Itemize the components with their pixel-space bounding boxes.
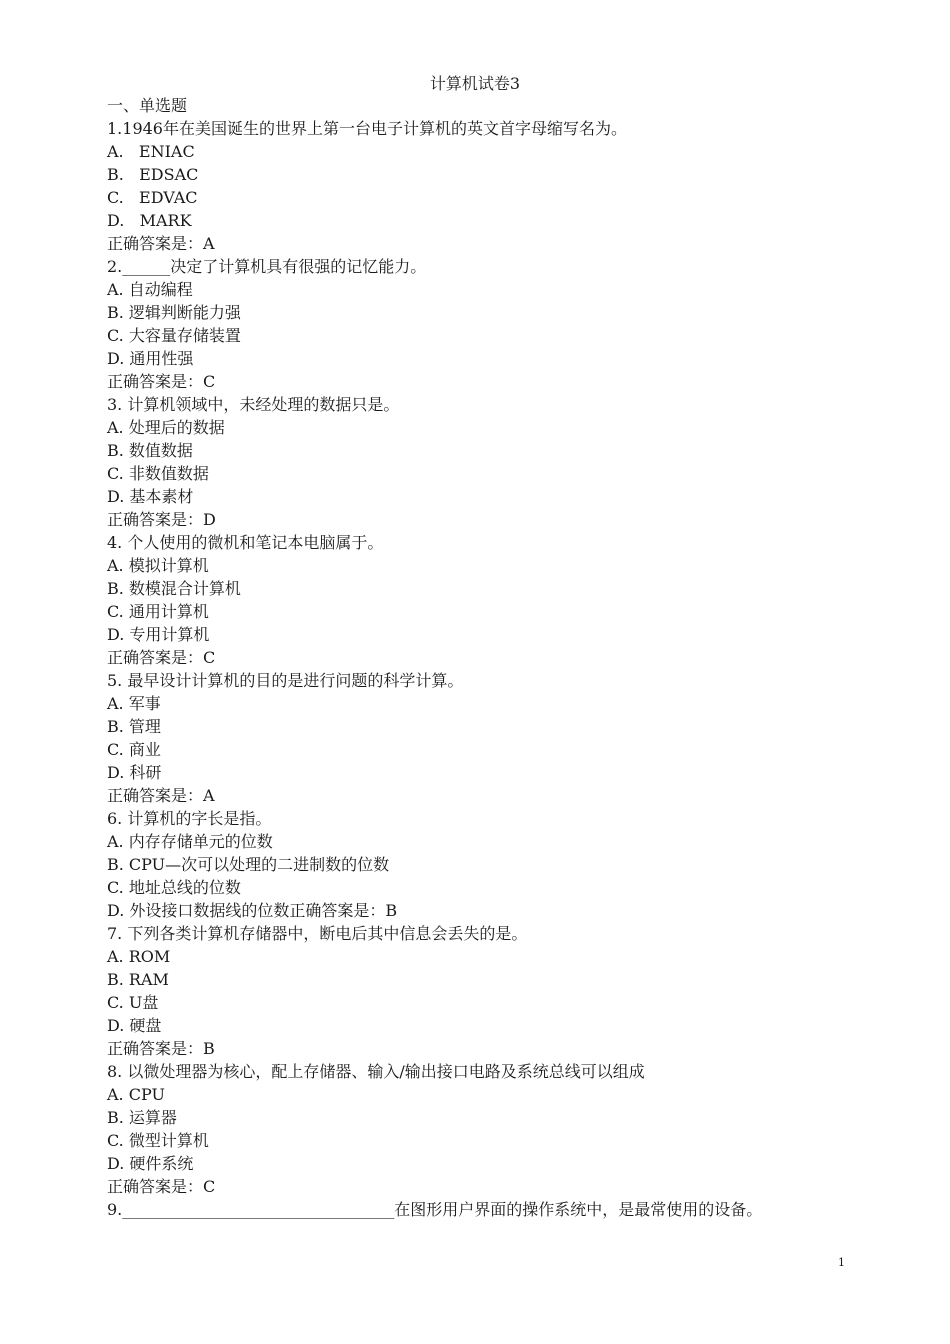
option-line: D. 硬盘	[107, 1016, 162, 1035]
option-line: D. MARK	[107, 211, 192, 230]
question-7: 7. 下列各类计算机存储器中，断电后其中信息会丢失的是。	[107, 924, 528, 943]
option-line: D. 基本素材	[107, 487, 194, 506]
option-line: C. 通用计算机	[107, 602, 209, 621]
question-9: 9.__________________________________在图形用户界面的操作系统中，是最常使用的设备。	[107, 1200, 763, 1219]
page-title: 计算机试卷3	[429, 74, 521, 93]
option-line: B. EDSAC	[107, 165, 199, 184]
option-line: B. RAM	[107, 970, 169, 989]
option-line: A. 自动编程	[107, 280, 193, 299]
option-line: A. CPU	[107, 1085, 165, 1104]
option-line: C. 微型计算机	[107, 1131, 209, 1150]
answer-line: 正确答案是：C	[107, 1177, 216, 1196]
option-line: A. 军事	[107, 694, 161, 713]
option-line: C. 大容量存储装置	[107, 326, 241, 345]
option-line: D. 通用性强	[107, 349, 194, 368]
question-1: 1.1946年在美国诞生的世界上第一台电子计算机的英文首字母缩写名为。	[107, 119, 627, 138]
answer-line: 正确答案是：A	[107, 786, 215, 805]
answer-line: 正确答案是：D	[107, 510, 216, 529]
option-line: C. 商业	[107, 740, 161, 759]
option-line: B. 运算器	[107, 1108, 177, 1127]
answer-line: 正确答案是：A	[107, 234, 215, 253]
option-line: B. CPU—次可以处理的二进制数的位数	[107, 855, 390, 874]
option-line: A. ROM	[107, 947, 171, 966]
page-number: 1	[838, 1256, 845, 1269]
option-line: D. 硬件系统	[107, 1154, 194, 1173]
option-line: C. EDVAC	[107, 188, 198, 207]
question-2: 2.______决定了计算机具有很强的记忆能力。	[107, 257, 427, 276]
answer-line: 正确答案是：C	[107, 648, 216, 667]
question-5: 5. 最早设计计算机的目的是进行问题的科学计算。	[107, 671, 464, 690]
option-line: D. 外设接口数据线的位数正确答案是：B	[107, 901, 398, 920]
option-line: D. 专用计算机	[107, 625, 210, 644]
option-line: B. 管理	[107, 717, 161, 736]
option-line: C. 非数值数据	[107, 464, 209, 483]
section-heading: 一、单选题	[107, 96, 188, 115]
option-line: B. 数模混合计算机	[107, 579, 241, 598]
option-line: A. 处理后的数据	[107, 418, 225, 437]
exam-content	[107, 94, 907, 1221]
option-line: B. 逻辑判断能力强	[107, 303, 241, 322]
answer-line: 正确答案是：C	[107, 372, 216, 391]
option-line: C. U盘	[107, 993, 159, 1012]
option-line: A. ENIAC	[107, 142, 195, 161]
answer-line: 正确答案是：B	[107, 1039, 215, 1058]
option-line: D. 科研	[107, 763, 162, 782]
question-6: 6. 计算机的字长是指。	[107, 809, 272, 828]
option-line: A. 内存存储单元的位数	[107, 832, 273, 851]
question-3: 3. 计算机领域中，未经处理的数据只是。	[107, 395, 400, 414]
question-4: 4. 个人使用的微机和笔记本电脑属于。	[107, 533, 384, 552]
option-line: C. 地址总线的位数	[107, 878, 241, 897]
option-line: B. 数值数据	[107, 441, 193, 460]
question-8: 8. 以微处理器为核心，配上存储器、输入/输出接口电路及系统总线可以组成	[107, 1062, 645, 1081]
option-line: A. 模拟计算机	[107, 556, 209, 575]
